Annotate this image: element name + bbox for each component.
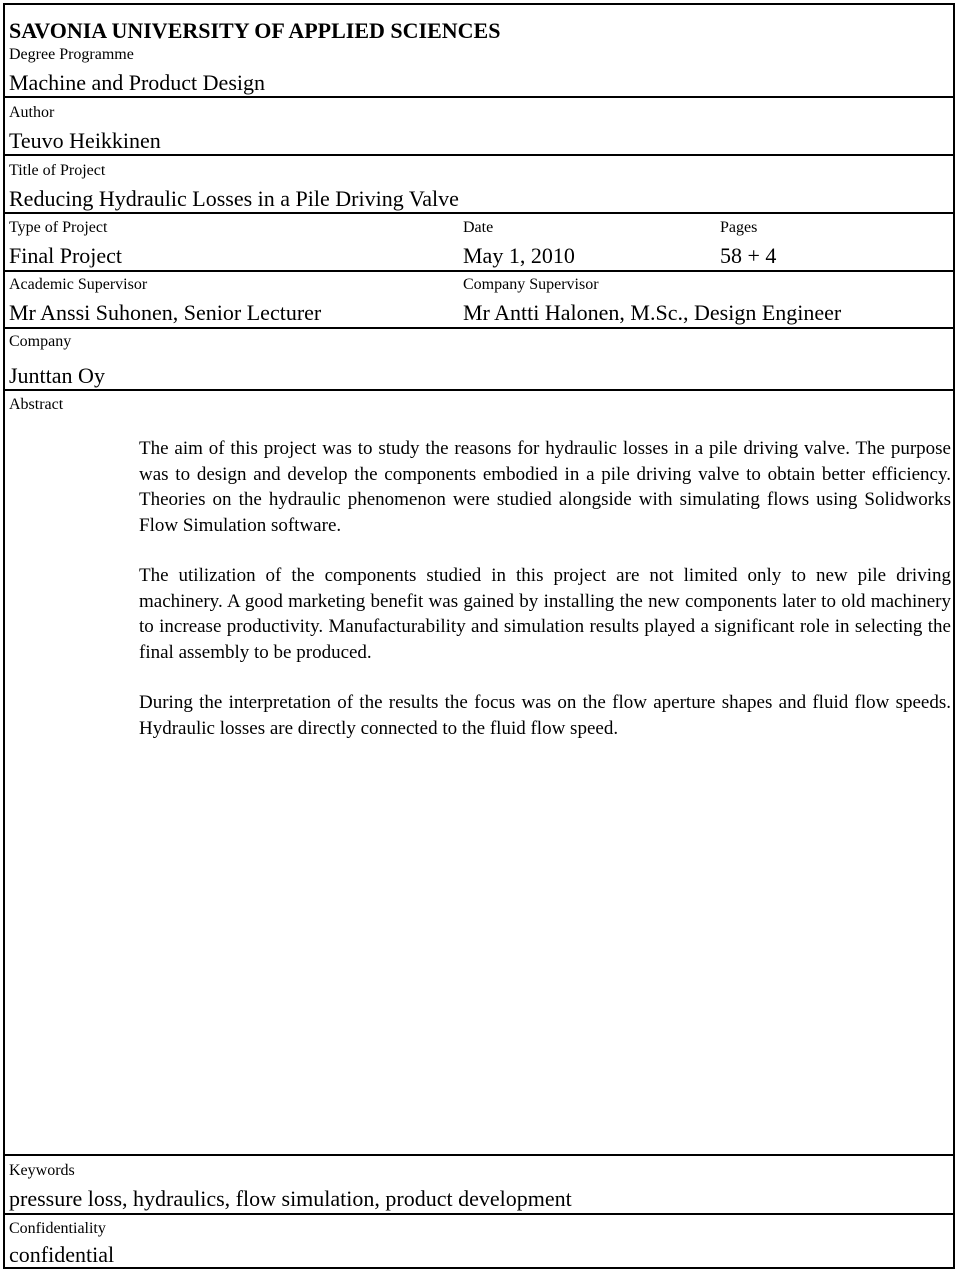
pages-value: 58 + 4: [720, 243, 777, 268]
abstract-paragraph: During the interpretation of the results the focus was on the flow aperture shapes and fluid flow speeds. Hydraulic losses are directly connected to the fluid flow speed.: [139, 692, 951, 739]
divider: [3, 1213, 955, 1215]
author-label: Author: [9, 104, 55, 121]
type-of-project-label: Type of Project: [9, 219, 108, 236]
type-of-project-value: Final Project: [9, 243, 123, 268]
divider: [3, 1154, 955, 1156]
divider: [3, 96, 955, 98]
keywords-value: pressure loss, hydraulics, flow simulation, product development: [9, 1186, 572, 1211]
abstract-paragraph: The utilization of the components studied in this project are not limited only to new pile driving machinery. A good marketing benefit was gained by installing the new components later to old machinery to increase productivity. Manufacturability and simulation results played a significant role in selecting the final assembly to be produced.: [139, 565, 951, 663]
keywords-label: Keywords: [9, 1162, 75, 1179]
divider: [3, 154, 955, 156]
company-label: Company: [9, 333, 72, 350]
confidentiality-label: Confidentiality: [9, 1220, 106, 1237]
author-value: Teuvo Heikkinen: [9, 128, 161, 153]
pages-label: Pages: [720, 219, 758, 236]
divider: [3, 327, 955, 329]
divider: [3, 212, 955, 214]
title-of-project-label: Title of Project: [9, 162, 106, 179]
date-label: Date: [463, 219, 494, 236]
academic-supervisor-value: Mr Anssi Suhonen, Senior Lecturer: [9, 300, 322, 325]
divider: [3, 270, 955, 272]
degree-programme-label: Degree Programme: [9, 46, 134, 63]
abstract-label: Abstract: [9, 396, 64, 413]
company-value: Junttan Oy: [9, 363, 105, 388]
company-supervisor-value: Mr Antti Halonen, M.Sc., Design Engineer: [463, 300, 842, 325]
company-supervisor-label: Company Supervisor: [463, 276, 599, 293]
university-name: SAVONIA UNIVERSITY OF APPLIED SCIENCES: [9, 18, 501, 43]
divider: [3, 389, 955, 391]
confidentiality-value: confidential: [9, 1242, 115, 1267]
title-of-project-value: Reducing Hydraulic Losses in a Pile Driving Valve: [9, 186, 459, 211]
abstract-body: [139, 436, 951, 766]
date-value: May 1, 2010: [463, 243, 575, 268]
abstract-paragraph: The aim of this project was to study the reasons for hydraulic losses in a pile driving valve. The purpose was to design and develop the components embodied in a pile driving valve to obtain better efficiency. Theories on the hydraulic phenomenon were studied alongside with simulating flows using Solidworks Flow Simulation software.: [139, 438, 951, 536]
academic-supervisor-label: Academic Supervisor: [9, 276, 148, 293]
degree-programme-value: Machine and Product Design: [9, 70, 265, 95]
